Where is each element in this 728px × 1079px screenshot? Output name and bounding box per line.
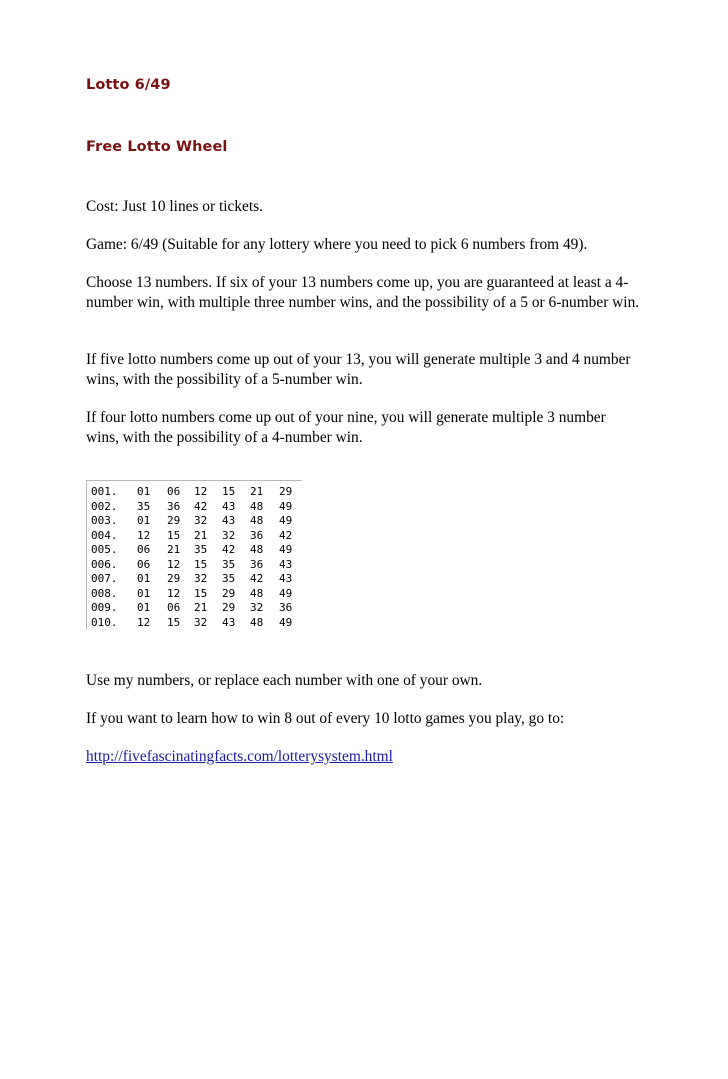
wheel-number: 43 bbox=[222, 615, 236, 629]
wheel-number: 15 bbox=[194, 557, 208, 571]
wheel-number: 43 bbox=[222, 514, 236, 527]
wheel-number: 35 bbox=[137, 499, 151, 513]
wheel-line-number: 002. bbox=[91, 499, 118, 513]
wheel-number: 48 bbox=[250, 543, 264, 556]
wheel-number: 15 bbox=[194, 586, 208, 600]
wheel-line-number: 009. bbox=[91, 601, 118, 614]
wheel-number: 01 bbox=[137, 514, 151, 527]
wheel-number: 06 bbox=[167, 485, 181, 498]
wheel-number: 15 bbox=[167, 615, 181, 629]
wheel-number: 42 bbox=[279, 528, 293, 542]
wheel-line-number: 003. bbox=[91, 514, 118, 527]
wheel-number: 12 bbox=[194, 485, 208, 498]
wheel-number: 29 bbox=[167, 572, 181, 585]
wheel-number: 36 bbox=[167, 499, 181, 513]
wheel-number: 15 bbox=[222, 485, 236, 498]
wheel-number: 06 bbox=[137, 543, 151, 556]
lottery-system-link[interactable]: http://fivefascinatingfacts.com/lotterysystem.html bbox=[86, 748, 393, 765]
wheel-number: 49 bbox=[279, 514, 293, 527]
wheel-number: 48 bbox=[250, 586, 264, 600]
wheel-number: 49 bbox=[279, 499, 293, 513]
wheel-line-number: 001. bbox=[91, 485, 118, 498]
wheel-number: 43 bbox=[279, 572, 293, 585]
wheel-number: 42 bbox=[250, 572, 264, 585]
wheel-number: 48 bbox=[250, 615, 264, 629]
wheel-number: 29 bbox=[279, 485, 293, 498]
four-numbers-paragraph: If four lotto numbers come up out of your nine, you will generate multiple 3 number wins, with the possibility of a 4-number win. bbox=[86, 409, 606, 446]
wheel-number: 32 bbox=[194, 572, 208, 585]
wheel-number: 29 bbox=[222, 586, 236, 600]
wheel-number: 32 bbox=[222, 528, 236, 542]
wheel-number: 32 bbox=[194, 514, 208, 527]
wheel-number: 12 bbox=[167, 557, 181, 571]
wheel-number: 06 bbox=[137, 557, 151, 571]
wheel-line-number: 007. bbox=[91, 572, 118, 585]
wheel-number: 29 bbox=[222, 601, 236, 614]
wheel-number: 32 bbox=[250, 601, 264, 614]
wheel-number: 12 bbox=[137, 615, 151, 629]
wheel-number: 42 bbox=[194, 499, 208, 513]
lotto-wheel-table bbox=[86, 480, 302, 630]
section-heading: Free Lotto Wheel bbox=[86, 139, 228, 155]
wheel-line-number: 004. bbox=[91, 528, 118, 542]
wheel-number: 36 bbox=[250, 557, 264, 571]
wheel-number: 36 bbox=[279, 601, 293, 614]
wheel-number: 43 bbox=[279, 557, 293, 571]
wheel-line-number: 010. bbox=[91, 615, 118, 629]
wheel-number: 01 bbox=[137, 601, 151, 614]
wheel-number: 49 bbox=[279, 543, 293, 556]
wheel-number: 35 bbox=[194, 543, 208, 556]
wheel-line-number: 006. bbox=[91, 557, 118, 571]
wheel-number: 43 bbox=[222, 499, 236, 513]
wheel-number: 48 bbox=[250, 514, 264, 527]
wheel-number: 48 bbox=[250, 499, 264, 513]
wheel-line-number: 008. bbox=[91, 586, 118, 600]
wheel-number: 49 bbox=[279, 586, 293, 600]
wheel-number: 01 bbox=[137, 485, 151, 498]
cost-paragraph: Cost: Just 10 lines or tickets. bbox=[86, 198, 263, 215]
wheel-number: 12 bbox=[137, 528, 151, 542]
wheel-number: 49 bbox=[279, 615, 293, 629]
wheel-number: 21 bbox=[250, 485, 264, 498]
five-numbers-paragraph: If five lotto numbers come up out of your 13, you will generate multiple 3 and 4 number wins, with the possibility of a 5-number win. bbox=[86, 351, 631, 388]
wheel-number: 12 bbox=[167, 586, 181, 600]
wheel-number: 01 bbox=[137, 586, 151, 600]
wheel-number: 21 bbox=[194, 528, 208, 542]
wheel-number: 35 bbox=[222, 572, 236, 585]
game-paragraph: Game: 6/49 (Suitable for any lottery where you need to pick 6 numbers from 49). bbox=[86, 236, 588, 253]
wheel-number: 32 bbox=[194, 615, 208, 629]
use-numbers-paragraph: Use my numbers, or replace each number with one of your own. bbox=[86, 672, 483, 689]
wheel-number: 42 bbox=[222, 543, 236, 556]
wheel-line-number: 005. bbox=[91, 543, 118, 556]
learn-paragraph: If you want to learn how to win 8 out of every 10 lotto games you play, go to: bbox=[86, 710, 565, 727]
wheel-number: 15 bbox=[167, 528, 181, 542]
wheel-number: 06 bbox=[167, 601, 181, 614]
choose-paragraph: Choose 13 numbers. If six of your 13 numbers come up, you are guaranteed at least a 4-number win, with multiple three number wins, and the possibility of a 5 or 6-number win. bbox=[86, 274, 640, 311]
wheel-number: 36 bbox=[250, 528, 264, 542]
wheel-number: 29 bbox=[167, 514, 181, 527]
page-title: Lotto 6/49 bbox=[86, 77, 171, 93]
wheel-number: 35 bbox=[222, 557, 236, 571]
wheel-number: 01 bbox=[137, 572, 151, 585]
wheel-number: 21 bbox=[194, 601, 208, 614]
wheel-number: 21 bbox=[167, 543, 181, 556]
